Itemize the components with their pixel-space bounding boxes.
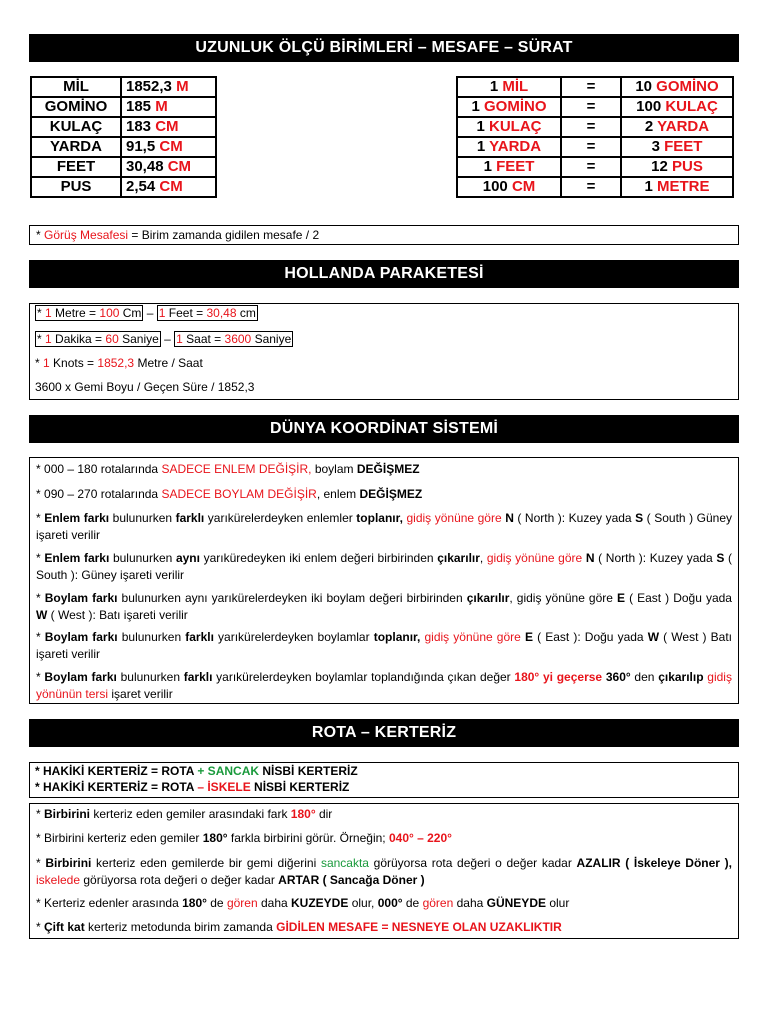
left-table-row	[31, 97, 216, 117]
coord-item-6: * Boylam farkı bulunurken farklı yarıkürelerdeyken boylamlar toplanır, gidiş yönüne göre E ( East ): Doğu yada W ( West ) Batı işareti verilir	[36, 630, 732, 661]
hollanda-line-2: * 1 Dakika = 60 Saniye – 1 Saat = 3600 Saniye	[37, 332, 292, 346]
left-table-row	[31, 77, 216, 97]
kerteriz-item-4: * Kerteriz edenler arasında 180° de gören daha KUZEYDE olur, 000° de gören daha GÜNEYDE olur	[36, 896, 570, 910]
right-table-row	[457, 117, 733, 137]
equals-sign: =	[561, 137, 621, 157]
left-table-row	[31, 117, 216, 137]
hollanda-line-1: * 1 Metre = 100 Cm – 1 Feet = 30,48 cm	[37, 306, 256, 320]
right-table-row	[457, 137, 733, 157]
saat-box: 1 Saat = 3600 Saniye	[176, 332, 292, 346]
conversion-from: 1 MİL	[457, 77, 561, 97]
right-table-row	[457, 97, 733, 117]
conversion-to: 12 PUS	[621, 157, 733, 177]
coord-item-4: * Enlem farkı bulunurken aynı yarıküredeyken iki enlem değeri birbirinden çıkarılır, gidiş yönüne göre N ( North ): Kuzey yada S ( South ): Güney işareti verilir	[36, 551, 732, 582]
conversion-to: 10 GOMİNO	[621, 77, 733, 97]
conversion-to: 2 YARDA	[621, 117, 733, 137]
hollanda-line-4: 3600 x Gemi Boyu / Geçen Süre / 1852,3	[35, 380, 255, 394]
coord-item-5: * Boylam farkı bulunurken aynı yarıkürelerdeyken iki boylam değeri birbirinden çıkarılır, gidiş yönüne göre E ( East ) Doğu yada W ( West ): Batı işareti verilir	[36, 591, 732, 622]
kerteriz-item-3: * Birbirini kerteriz eden gemilerde bir gemi diğerini sancakta görüyorsa rota değeri o değer kadar AZALIR ( İskeleye Döner ), iskelede görüyorsa rota değeri o değer kadar ARTAR ( Sancağa Döner )	[36, 856, 732, 887]
coord-item-1: * 000 – 180 rotalarında SADECE ENLEM DEĞİŞİR, boylam DEĞİŞMEZ	[36, 462, 420, 476]
left-table-row	[31, 177, 216, 197]
kerteriz-item-2: * Birbirini kerteriz eden gemiler 180° farkla birbirini görür. Örneğin; 040° – 220°	[36, 831, 452, 845]
left-table-row	[31, 137, 216, 157]
right-table-row	[457, 177, 733, 197]
conversion-to: 3 FEET	[621, 137, 733, 157]
coord-item-3: * Enlem farkı bulunurken farklı yarıkürelerdeyken enlemler toplanır, gidiş yönüne göre N ( North ): Kuzey yada S ( South ) Güney işareti verilir	[36, 511, 732, 542]
kerteriz-item-5: * Çift kat kerteriz metodunda birim zamanda GİDİLEN MESAFE = NESNEYE OLAN UZAKLIKTIR	[36, 920, 562, 934]
right-units-table	[456, 76, 734, 198]
unit-value: 91,5 CM	[121, 137, 216, 157]
gorus-term: Görüş Mesafesi	[44, 228, 129, 242]
unit-name: MİL	[31, 77, 121, 97]
rota-section-title: ROTA – KERTERİZ	[29, 719, 739, 747]
left-table-row	[31, 157, 216, 177]
unit-value: 183 CM	[121, 117, 216, 137]
gorus-definition: = Birim zamanda gidilen mesafe / 2	[128, 228, 320, 242]
equals-sign: =	[561, 177, 621, 197]
right-table-row	[457, 157, 733, 177]
hollanda-line-3: * 1 Knots = 1852,3 Metre / Saat	[35, 356, 203, 370]
equals-sign: =	[561, 97, 621, 117]
right-table-row	[457, 77, 733, 97]
unit-value: 2,54 CM	[121, 177, 216, 197]
conversion-to: 100 KULAÇ	[621, 97, 733, 117]
bullet: *	[36, 228, 45, 242]
conversion-from: 100 CM	[457, 177, 561, 197]
metre-box: * 1 Metre = 100 Cm	[37, 306, 142, 320]
equals-sign: =	[561, 157, 621, 177]
conversion-from: 1 YARDA	[457, 137, 561, 157]
unit-value: 1852,3 M	[121, 77, 216, 97]
unit-value: 30,48 CM	[121, 157, 216, 177]
coord-item-2: * 090 – 270 rotalarında SADECE BOYLAM DEĞİŞİR, enlem DEĞİŞMEZ	[36, 487, 423, 501]
hakiki-line-2: * HAKİKİ KERTERİZ = ROTA – İSKELE NİSBİ KERTERİZ	[35, 780, 350, 794]
conversion-from: 1 FEET	[457, 157, 561, 177]
hollanda-section-title: HOLLANDA PARAKETESİ	[29, 260, 739, 288]
unit-name: FEET	[31, 157, 121, 177]
gorus-box	[29, 225, 739, 245]
unit-value: 185 M	[121, 97, 216, 117]
equals-sign: =	[561, 77, 621, 97]
feet-box: 1 Feet = 30,48 cm	[158, 306, 256, 320]
kerteriz-item-1: * Birbirini kerteriz eden gemiler arasındaki fark 180° dir	[36, 807, 333, 821]
conversion-from: 1 KULAÇ	[457, 117, 561, 137]
conversion-to: 1 METRE	[621, 177, 733, 197]
hakiki-line-1: * HAKİKİ KERTERİZ = ROTA + SANCAK NİSBİ KERTERİZ	[35, 764, 358, 778]
coord-section-title: DÜNYA KOORDİNAT SİSTEMİ	[29, 415, 739, 443]
units-section-title: UZUNLUK ÖLÇÜ BİRİMLERİ – MESAFE – SÜRAT	[29, 34, 739, 62]
left-units-table	[30, 76, 217, 198]
unit-name: GOMİNO	[31, 97, 121, 117]
unit-name: YARDA	[31, 137, 121, 157]
coord-item-7: * Boylam farkı bulunurken farklı yarıkürelerdeyken boylamlar toplandığında çıkan değer 180° yi geçerse 360° den çıkarılıp gidiş yönünün tersi işaret verilir	[36, 670, 732, 701]
equals-sign: =	[561, 117, 621, 137]
unit-name: KULAÇ	[31, 117, 121, 137]
dakika-box: * 1 Dakika = 60 Saniye	[37, 332, 159, 346]
unit-name: PUS	[31, 177, 121, 197]
conversion-from: 1 GOMİNO	[457, 97, 561, 117]
